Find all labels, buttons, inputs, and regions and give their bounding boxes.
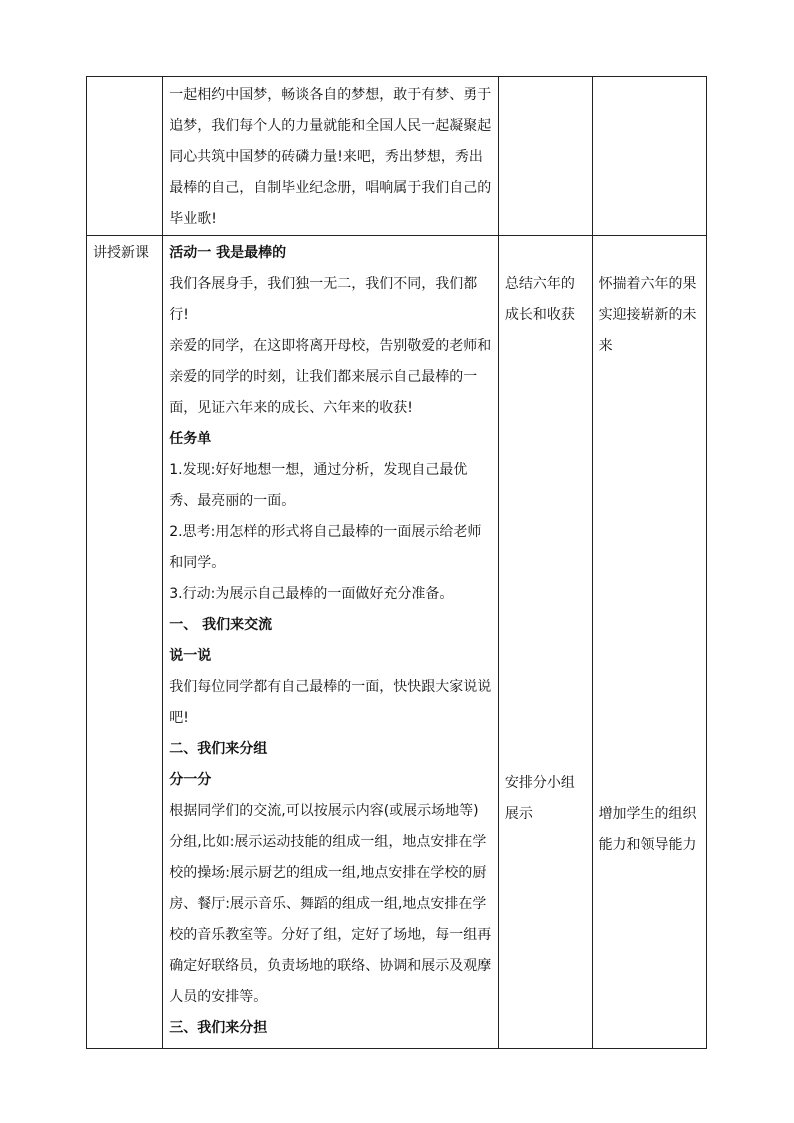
section-subtitle: 说一说 (169, 648, 212, 664)
design-intent-text: 增加学生的组织能力和领导能力 (598, 806, 697, 853)
paragraph: 我们每位同学都有自己最棒的一面，快快跟大家说说吧! (169, 679, 492, 726)
design-intent-text: 怀揣着六年的果实迎接崭新的未来 (598, 276, 697, 354)
task-item: 3.行动:为展示自己最棒的一面做好充分准备。 (169, 586, 454, 602)
lesson-plan-table (86, 76, 707, 1049)
table-row-main (87, 236, 707, 1049)
section-title: 三、我们来分担 (169, 1020, 268, 1036)
design-intent-cell (592, 77, 706, 236)
student-activity-cell (498, 77, 592, 236)
paragraph: 我们各展身手，我们独一无二，我们不同，我们都行! (169, 276, 478, 323)
design-intent-cell (592, 236, 706, 1049)
task-title: 任务单 (169, 431, 212, 447)
content-cell (163, 236, 499, 1049)
paragraph: 根据同学们的交流,可以按展示内容(或展示场地等)分组,比如:展示运动技能的组成一组，地点安排在学校的操场:展示厨艺的组成一组,地点安排在学校的厨房、餐厅:展示音乐、舞蹈的组成一组,地点安排在学校的音乐教室等。分好了组，定好了场地，每一组再确定好联络员，负责场地的联络、协调和展示及观摩人员的安排等。 (169, 803, 492, 1005)
student-activity-cell (498, 236, 592, 1049)
stage-label: 讲授新课 (93, 245, 149, 261)
intro-text: 一起相约中国梦，畅谈各自的梦想，敢于有梦、勇于追梦，我们每个人的力量就能和全国人民一起凝聚起同心共筑中国梦的砖磷力量!来吧，秀出梦想，秀出最棒的自己，自制毕业纪念册，唱响属于我们自己的毕业歌! (169, 87, 492, 227)
section-subtitle: 分一分 (169, 772, 212, 788)
student-activity-text: 总结六年的成长和收获 (504, 276, 575, 323)
student-activity-text: 安排分小组展示 (504, 775, 575, 822)
activity-title: 活动一 我是最棒的 (169, 245, 287, 261)
stage-cell (87, 236, 163, 1049)
task-item: 2.思考:用怎样的形式将自己最棒的一面展示给老师和同学。 (169, 524, 482, 571)
stage-cell (87, 77, 163, 236)
table-row-intro (87, 77, 707, 236)
section-title: 二、我们来分组 (169, 741, 268, 757)
task-item: 1.发现:好好地想一想，通过分析，发现自己最优秀、最亮丽的一面。 (169, 462, 468, 509)
section-title: 一、 我们来交流 (169, 617, 273, 633)
content-cell (163, 77, 499, 236)
paragraph: 亲爱的同学，在这即将离开母校，告别敬爱的老师和亲爱的同学的时刻，让我们都来展示自己最棒的一面，见证六年来的成长、六年来的收获! (169, 338, 492, 416)
